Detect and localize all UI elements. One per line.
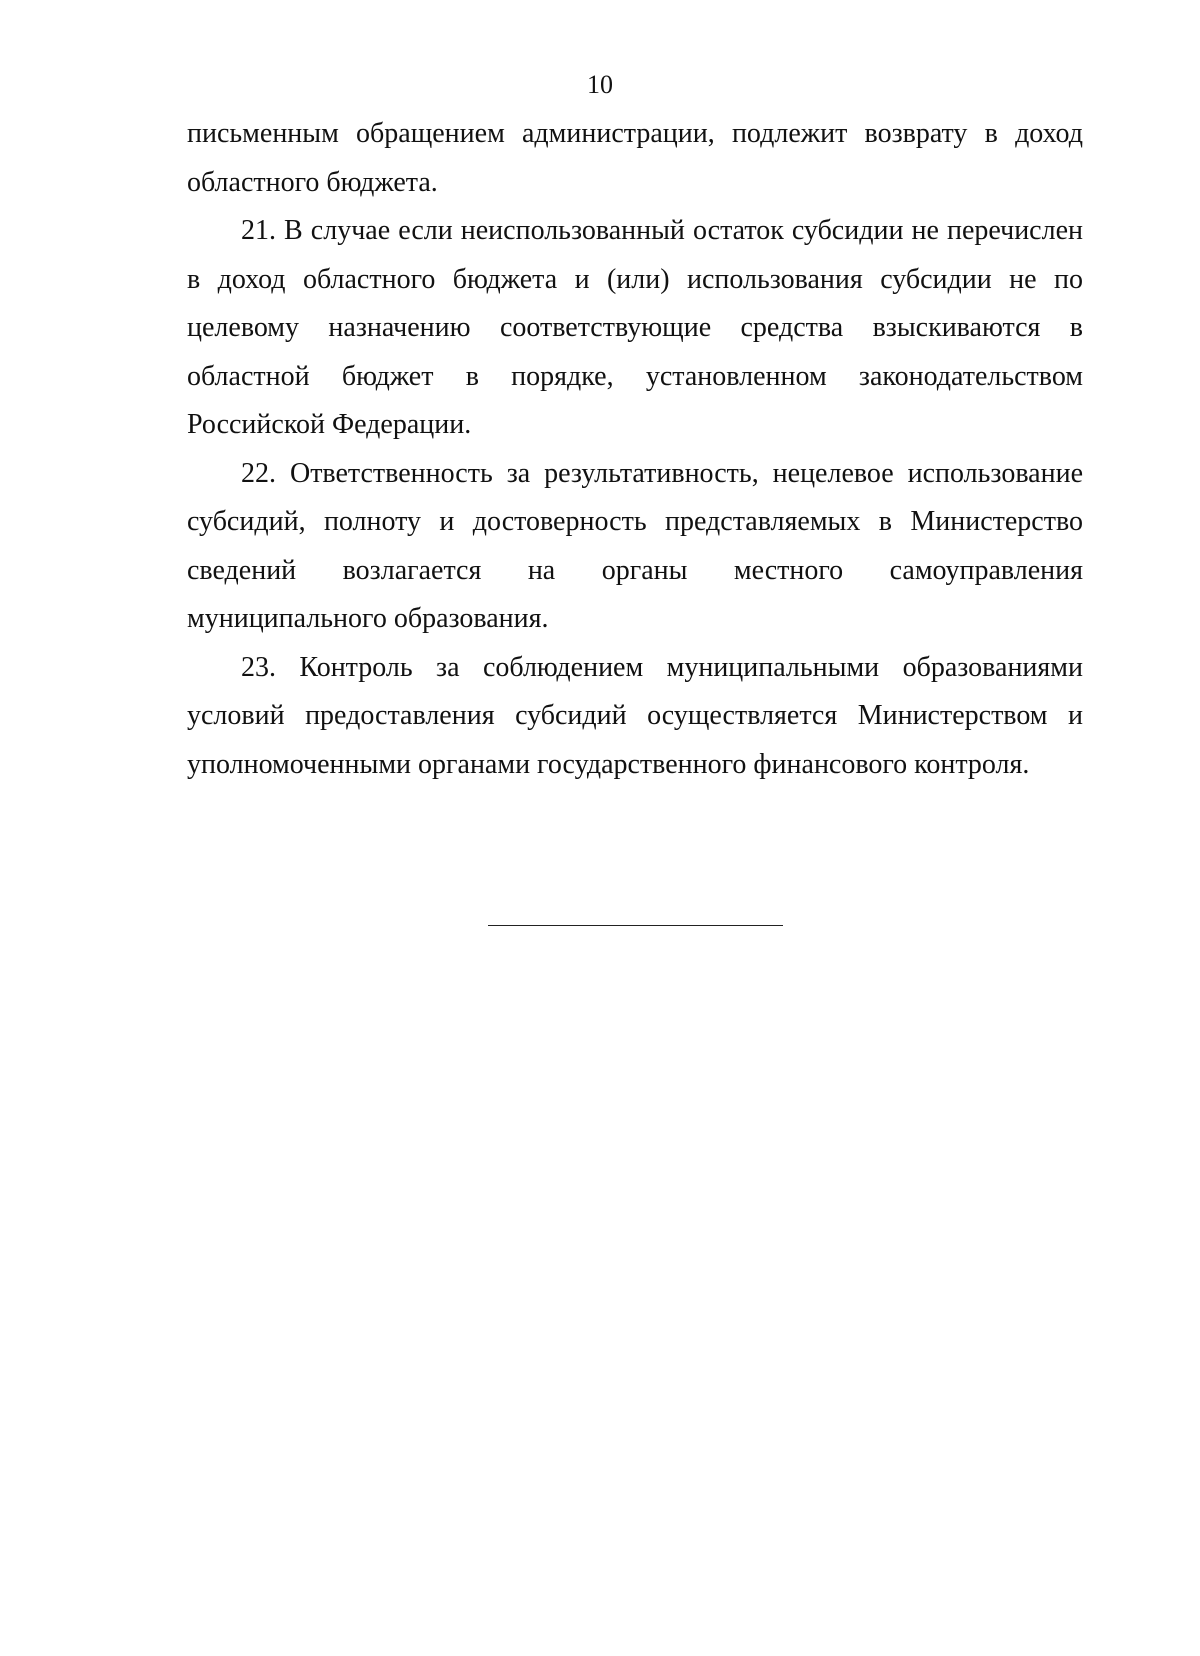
- page-number: 10: [587, 70, 613, 99]
- paragraph-23: 23. Контроль за соблюдением муниципальными образованиями условий предоставления субсидий осуществляется Министерством и уполномоченными органами государственного финансового контроля.: [187, 651, 1083, 780]
- paragraph-22: 22. Ответственность за результативность, нецелевое использование субсидий, полноту и достоверность представляемых в Министерство сведений возлагается на органы местного самоуправления муниципального образования.: [187, 457, 1083, 634]
- closing-rule-divider: [488, 925, 783, 926]
- document-body: [187, 110, 1083, 789]
- paragraph-21: 21. В случае если неиспользованный остаток субсидии не перечислен в доход областного бюджета и (или) использования субсидии не по целевому назначению соответствующие средства взыскиваются в областной бюджет в порядке, установленном законодательством Российской Федерации.: [187, 215, 1083, 440]
- paragraph-continuation: письменным обращением администрации, подлежит возврату в доход областного бюджета.: [187, 118, 1083, 198]
